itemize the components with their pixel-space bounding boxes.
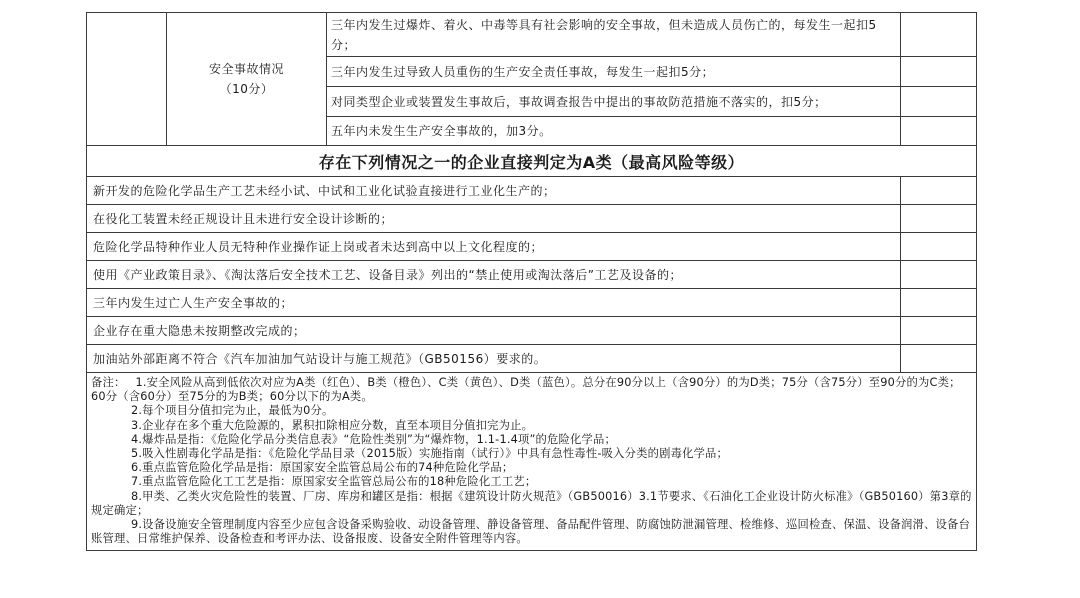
score-cell[interactable] [901, 233, 977, 261]
score-cell[interactable] [901, 345, 977, 373]
table-row [87, 177, 977, 205]
table-row [87, 233, 977, 261]
category-cell [167, 13, 327, 146]
class-a-heading: 存在下列情况之一的企业直接判定为A类（最高风险等级） [87, 146, 977, 177]
table-row [87, 289, 977, 317]
notes-row [87, 373, 977, 551]
category-score: （10分） [219, 82, 274, 96]
note-item: 1.安全风险从高到低依次对应为A类（红色）、B类（橙色）、C类（黄色）、D类（蓝色）。总分在90分以上（含90分）的为D类；75分（含75分）至90分的为C类；60分（含60分）至75分的为B类；60分以下的为A类。 [91, 376, 961, 404]
score-cell[interactable] [901, 205, 977, 233]
class-a-rule: 使用《产业政策目录》、《淘汰落后安全技术工艺、设备目录》列出的“禁止使用或淘汰落后”工艺及设备的； [87, 261, 901, 289]
note-item: 3.企业存在多个重大危险源的，累积扣除相应分数，直至本项目分值扣完为止。 [131, 418, 534, 432]
blank-cell [87, 13, 167, 146]
table-row [87, 205, 977, 233]
category-title: 安全事故情况 [208, 62, 284, 76]
criteria-item: 对同类型企业或装置发生事故后，事故调查报告中提出的事故防范措施不落实的，扣5分； [327, 87, 901, 117]
score-cell[interactable] [901, 261, 977, 289]
note-first [91, 376, 972, 404]
class-a-heading-row [87, 146, 977, 177]
class-a-rule: 三年内发生过亡人生产安全事故的； [87, 289, 901, 317]
score-cell[interactable] [901, 289, 977, 317]
class-a-rule: 企业存在重大隐患未按期整改完成的； [87, 317, 901, 345]
class-a-rule: 危险化学品特种作业人员无特种作业操作证上岗或者未达到高中以上文化程度的； [87, 233, 901, 261]
note-item: 2.每个项目分值扣完为止，最低为0分。 [131, 404, 334, 418]
note-item: 6.重点监管危险化学品是指：原国家安全监管总局公布的74种危险化学品； [131, 461, 514, 475]
table-row [87, 261, 977, 289]
assessment-table [86, 12, 977, 551]
criteria-item: 五年内未发生生产安全事故的，加3分。 [327, 117, 901, 146]
note-item: 4.爆炸品是指：《危险化学品分类信息表》“危险性类别”为“爆炸物，1.1-1.4项”的危险化学品； [131, 432, 617, 446]
score-cell[interactable] [901, 117, 977, 146]
class-a-rule: 加油站外部距离不符合《汽车加油加气站设计与施工规范》（GB50156）要求的。 [87, 345, 901, 373]
score-cell[interactable] [901, 57, 977, 87]
criteria-item: 三年内发生过爆炸、着火、中毒等具有社会影响的安全事故，但未造成人员伤亡的，每发生一起扣5分； [327, 13, 901, 57]
class-a-rule: 新开发的危险化学品生产工艺未经小试、中试和工业化试验直接进行工业化生产的； [87, 177, 901, 205]
note-item: 9.设备设施安全管理制度内容至少应包含设备采购验收、动设备管理、静设备管理、备品配件管理、防腐蚀防泄漏管理、检维修、巡回检查、保温、设备润滑、设备台账管理、日常维护保养、设备检查和考评办法、设备报废、设备安全附件管理等内容。 [91, 518, 970, 546]
score-cell[interactable] [901, 177, 977, 205]
note-item: 7.重点监管危险化工工艺是指：原国家安全监管总局公布的18种危险化工工艺； [131, 475, 537, 489]
criteria-item: 三年内发生过导致人员重伤的生产安全责任事故，每发生一起扣5分； [327, 57, 901, 87]
notes-label: 备注： [91, 376, 126, 389]
score-cell[interactable] [901, 13, 977, 57]
class-a-rule: 在役化工装置未经正规设计且未进行安全设计诊断的； [87, 205, 901, 233]
table-row [87, 345, 977, 373]
score-cell[interactable] [901, 87, 977, 117]
note-item: 5.吸入性剧毒化学品是指：《危险化学品目录（2015版）实施指南（试行）》中具有急性毒性-吸入分类的剧毒化学品； [131, 447, 729, 461]
notes-cell [87, 373, 977, 551]
score-cell[interactable] [901, 317, 977, 345]
assessment-sheet [86, 12, 976, 551]
table-row [87, 13, 977, 57]
note-item: 8.甲类、乙类火灾危险性的装置、厂房、库房和罐区是指：根据《建筑设计防火规范》（GB50016）3.1节要求、《石油化工企业设计防火标准》（GB50160）第3章的规定确定； [91, 489, 972, 517]
table-row [87, 317, 977, 345]
